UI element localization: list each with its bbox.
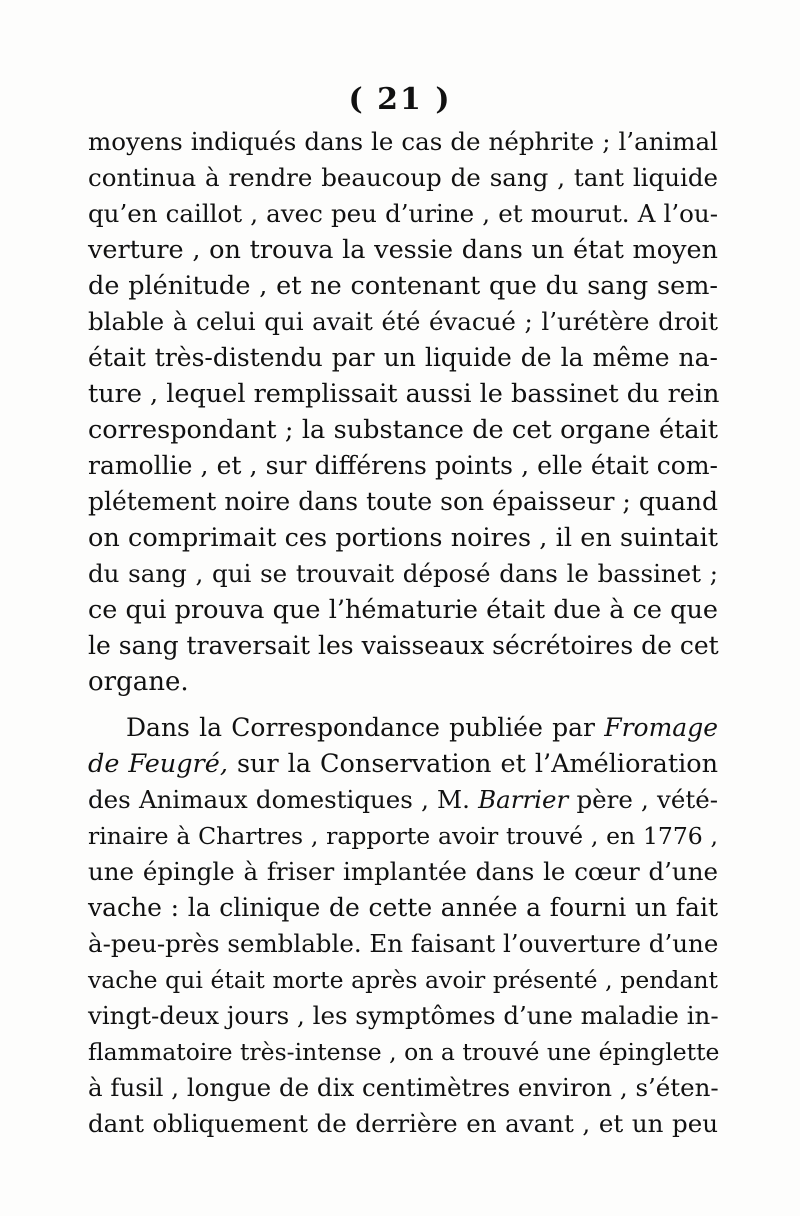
text-line: une épingle à friser implantée dans le cœur d’une — [88, 857, 718, 886]
text-line: vingt-deux jours , les symptômes d’une maladie in- — [88, 1001, 719, 1030]
text-line: moyens indiqués dans le cas de néphrite ; l’animal — [88, 127, 718, 156]
text-line: flammatoire très-intense , on a trouvé une épinglette — [88, 1038, 720, 1066]
text-line: de Feugré, sur la Conservation et l’Amélioration — [88, 749, 719, 779]
body-text — [88, 124, 718, 1142]
text-line: ture , lequel remplissait aussi le bassinet du rein — [88, 379, 720, 409]
text-line: on comprimait ces portions noires , il en suintait — [88, 523, 718, 553]
text-line: était très-distendu par un liquide de la même na- — [88, 343, 718, 372]
text-line: des Animaux domestiques , M. Barrier père , vété- — [88, 785, 718, 814]
text-line: organe. — [88, 667, 189, 697]
text-line: à-peu-près semblable. En faisant l’ouverture d’une — [88, 929, 719, 958]
page-number: ( 21 ) — [348, 82, 452, 117]
text-line: continua à rendre beaucoup de sang , tant liquide — [88, 163, 718, 192]
text-line: Dans la Correspondance publiée par Fromage — [126, 713, 718, 742]
text-line: rinaire à Chartres , rapporte avoir trouvé , en 1776 , — [88, 822, 718, 850]
text-line: vache : la clinique de cette année a fourni un fait — [88, 893, 718, 922]
text-line: verture , on trouva la vessie dans un état moyen — [88, 235, 718, 265]
text-line: ce qui prouva que l’hématurie était due à ce que — [88, 595, 718, 625]
text-line: plétement noire dans toute son épaisseur ; quand — [88, 487, 718, 516]
text-line: de plénitude , et ne contenant que du sang sem- — [88, 271, 718, 301]
text-line: qu’en caillot , avec peu d’urine , et mourut. A l’ou- — [88, 199, 718, 228]
text-line: ramollie , et , sur différens points , elle était com- — [88, 451, 718, 480]
text-line: dant obliquement de derrière en avant , et un peu — [88, 1109, 718, 1138]
text-line: à fusil , longue de dix centimètres environ , s’éten- — [88, 1073, 719, 1102]
text-line: blable à celui qui avait été évacué ; l’urétère droit — [88, 307, 718, 336]
text-line: du sang , qui se trouvait déposé dans le bassinet ; — [88, 559, 718, 588]
text-line: vache qui était morte après avoir présenté , pendant — [88, 966, 718, 994]
text-line: le sang traversait les vaisseaux sécrétoires de cet — [88, 631, 719, 660]
text-line: correspondant ; la substance de cet organe était — [88, 415, 718, 445]
